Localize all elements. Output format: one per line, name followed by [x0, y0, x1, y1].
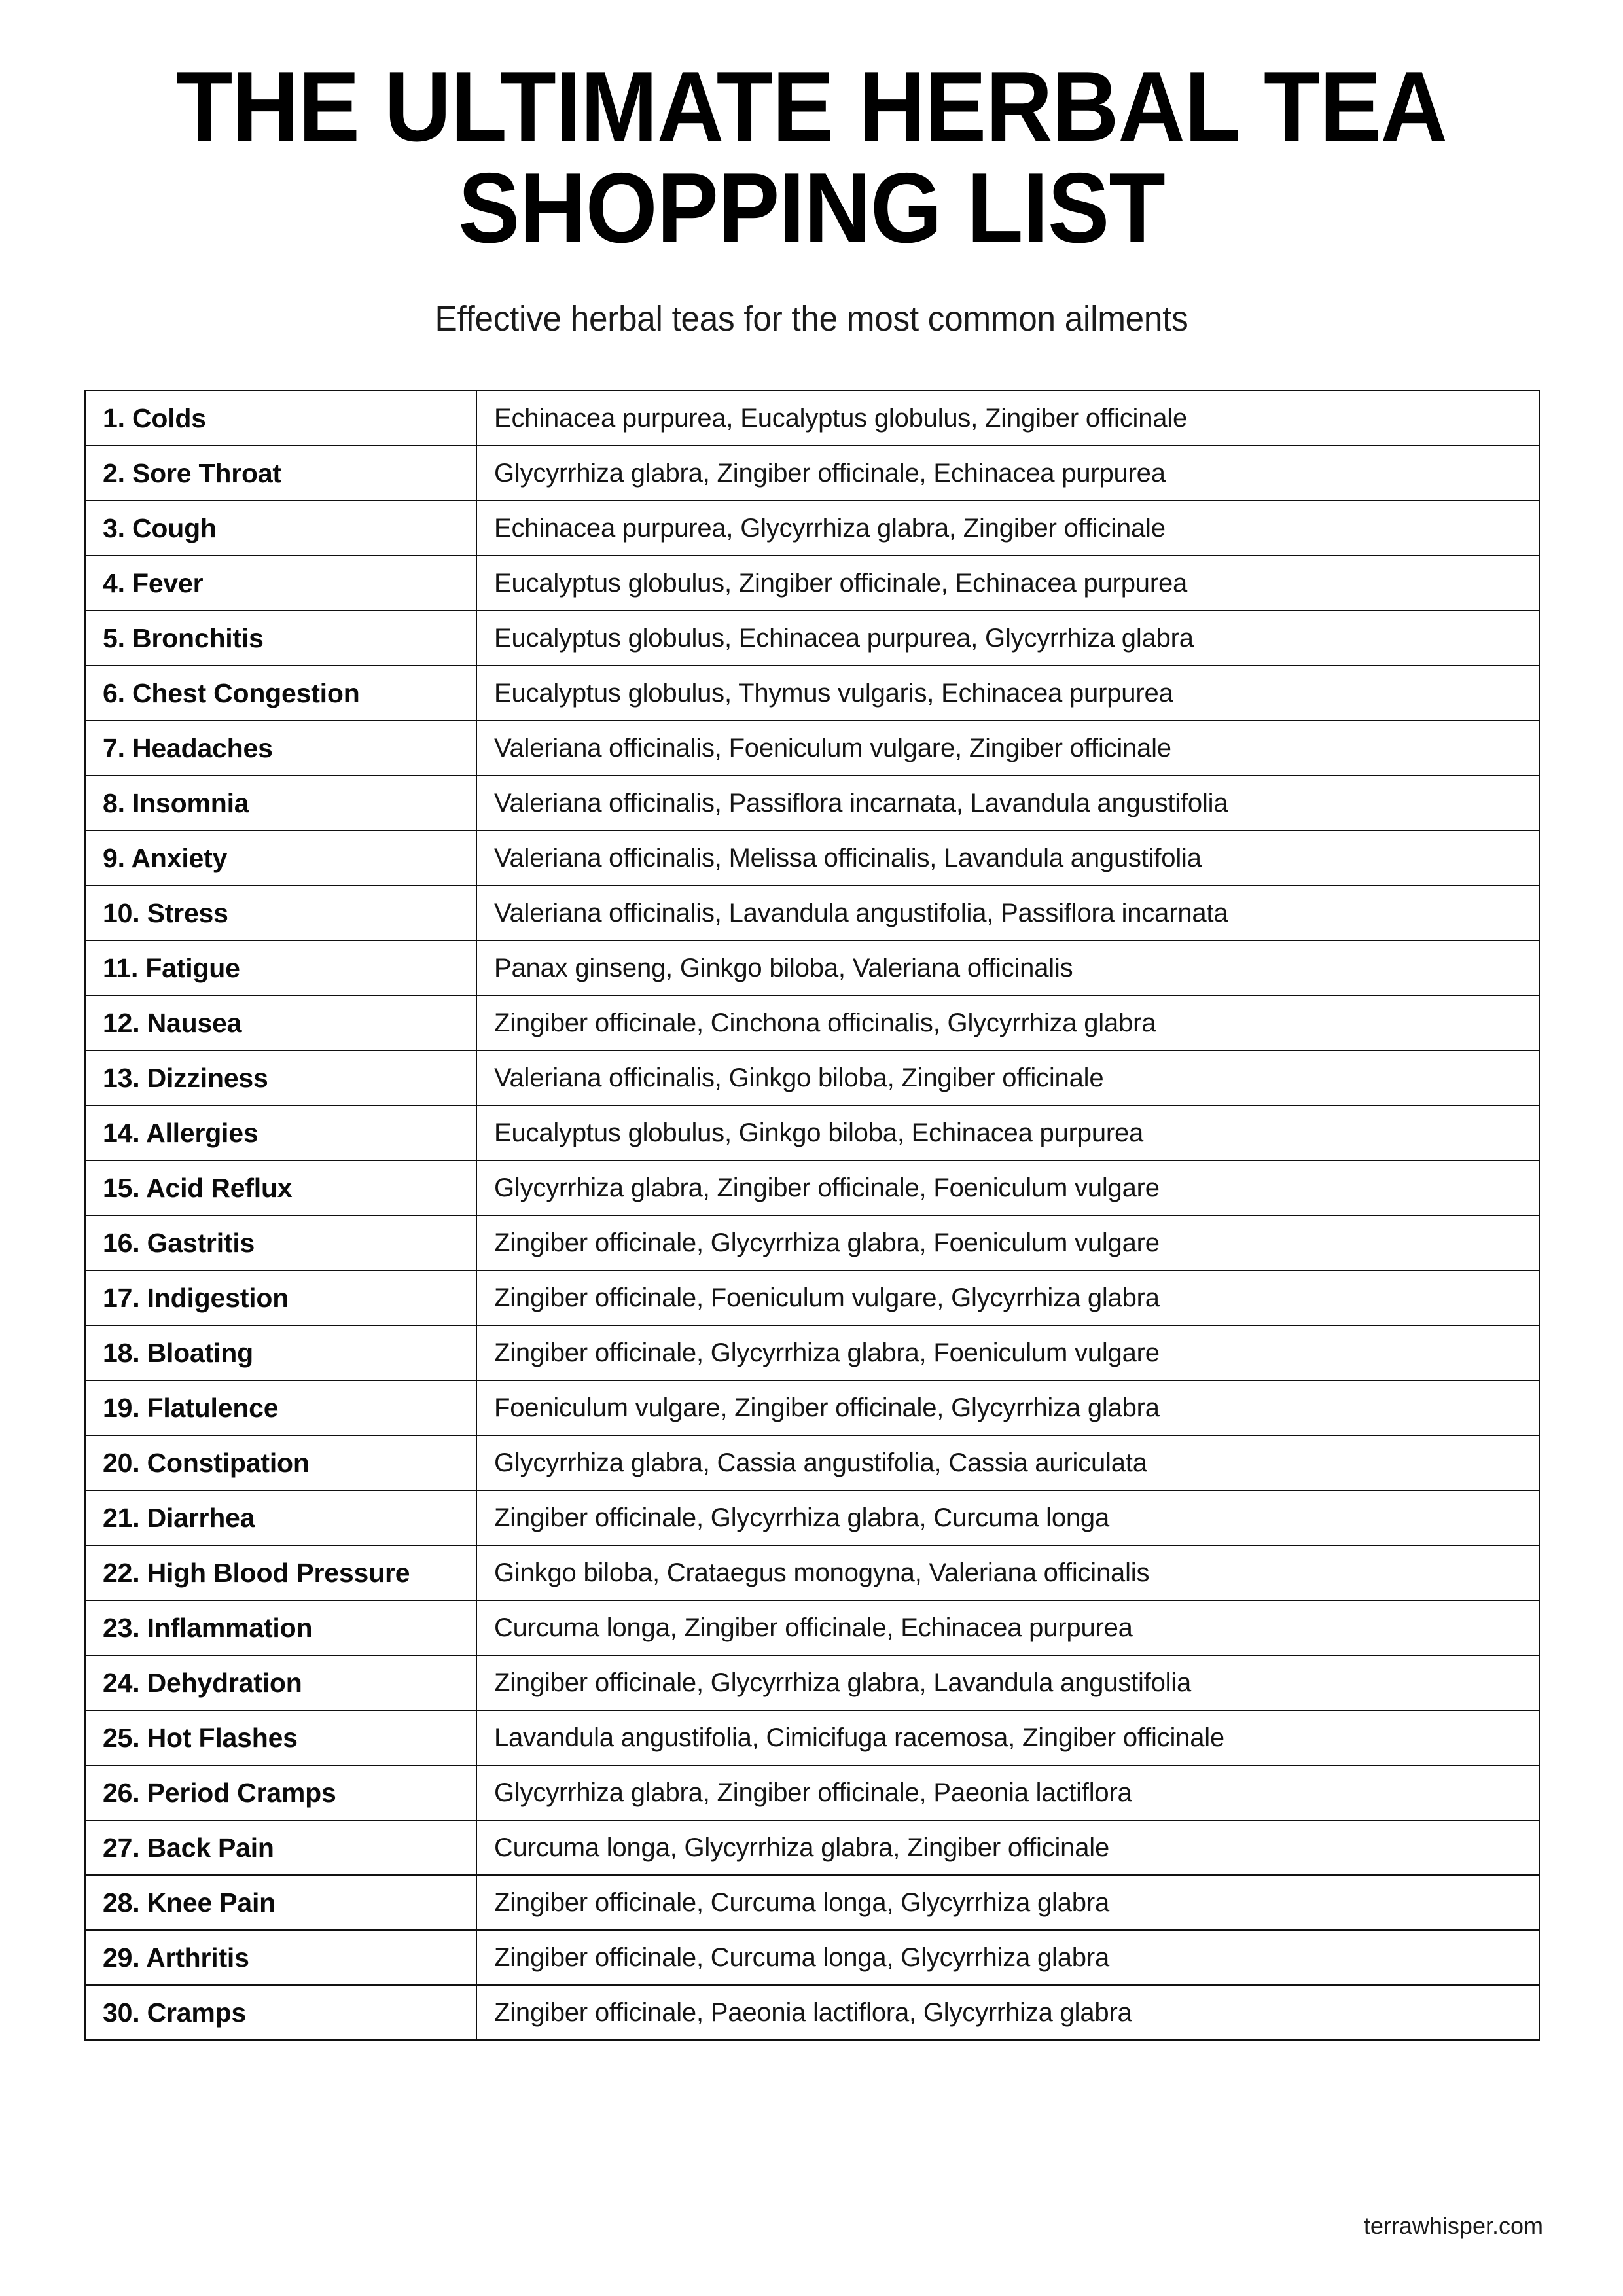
- herbs-cell: Glycyrrhiza glabra, Zingiber officinale, Paeonia lactiflora: [476, 1765, 1539, 1820]
- ailment-cell: 1. Colds: [85, 391, 476, 446]
- ailment-cell: 17. Indigestion: [85, 1270, 476, 1325]
- herbs-cell: Echinacea purpurea, Glycyrrhiza glabra, Zingiber officinale: [476, 501, 1539, 556]
- herbs-cell: Zingiber officinale, Glycyrrhiza glabra, Lavandula angustifolia: [476, 1655, 1539, 1710]
- ailment-cell: 2. Sore Throat: [85, 446, 476, 501]
- ailment-cell: 20. Constipation: [85, 1435, 476, 1490]
- herbs-cell: Valeriana officinalis, Foeniculum vulgare, Zingiber officinale: [476, 721, 1539, 776]
- table-row: [85, 1105, 1539, 1160]
- ailment-cell: 14. Allergies: [85, 1105, 476, 1160]
- herbs-cell: Zingiber officinale, Curcuma longa, Glycyrrhiza glabra: [476, 1930, 1539, 1985]
- herbs-cell: Ginkgo biloba, Crataegus monogyna, Valeriana officinalis: [476, 1545, 1539, 1600]
- ailment-cell: 25. Hot Flashes: [85, 1710, 476, 1765]
- ailment-cell: 21. Diarrhea: [85, 1490, 476, 1545]
- table-row: [85, 1820, 1539, 1875]
- herbs-cell: Valeriana officinalis, Ginkgo biloba, Zingiber officinale: [476, 1050, 1539, 1105]
- table-row: [85, 1380, 1539, 1435]
- table-row: [85, 1325, 1539, 1380]
- table-row: [85, 1435, 1539, 1490]
- ailment-cell: 24. Dehydration: [85, 1655, 476, 1710]
- herbs-cell: Curcuma longa, Glycyrrhiza glabra, Zingiber officinale: [476, 1820, 1539, 1875]
- herbs-cell: Curcuma longa, Zingiber officinale, Echinacea purpurea: [476, 1600, 1539, 1655]
- ailment-cell: 30. Cramps: [85, 1985, 476, 2040]
- herbs-cell: Glycyrrhiza glabra, Zingiber officinale, Foeniculum vulgare: [476, 1160, 1539, 1215]
- ailment-cell: 8. Insomnia: [85, 776, 476, 831]
- ailment-cell: 16. Gastritis: [85, 1215, 476, 1270]
- table-row: [85, 1050, 1539, 1105]
- table-row: [85, 1765, 1539, 1820]
- ailment-cell: 22. High Blood Pressure: [85, 1545, 476, 1600]
- ailment-cell: 11. Fatigue: [85, 941, 476, 996]
- ailment-cell: 7. Headaches: [85, 721, 476, 776]
- page-title: THE ULTIMATE HERBAL TEA SHOPPING LIST: [176, 51, 1447, 264]
- ailment-cell: 6. Chest Congestion: [85, 666, 476, 721]
- table-row: [85, 446, 1539, 501]
- ailment-cell: 5. Bronchitis: [85, 611, 476, 666]
- ailment-cell: 28. Knee Pain: [85, 1875, 476, 1930]
- ailment-cell: 23. Inflammation: [85, 1600, 476, 1655]
- table-row: [85, 666, 1539, 721]
- table-row: [85, 1655, 1539, 1710]
- herbs-cell: Valeriana officinalis, Lavandula angustifolia, Passiflora incarnata: [476, 886, 1539, 941]
- ailment-cell: 12. Nausea: [85, 996, 476, 1050]
- herbs-cell: Zingiber officinale, Cinchona officinalis, Glycyrrhiza glabra: [476, 996, 1539, 1050]
- table-row: [85, 1270, 1539, 1325]
- herbs-cell: Zingiber officinale, Paeonia lactiflora, Glycyrrhiza glabra: [476, 1985, 1539, 2040]
- table-row: [85, 1600, 1539, 1655]
- herbs-cell: Eucalyptus globulus, Echinacea purpurea, Glycyrrhiza glabra: [476, 611, 1539, 666]
- table-row: [85, 831, 1539, 886]
- ailment-cell: 29. Arthritis: [85, 1930, 476, 1985]
- herbs-cell: Panax ginseng, Ginkgo biloba, Valeriana officinalis: [476, 941, 1539, 996]
- table-row: [85, 941, 1539, 996]
- table-row: [85, 721, 1539, 776]
- herbs-cell: Eucalyptus globulus, Ginkgo biloba, Echinacea purpurea: [476, 1105, 1539, 1160]
- ailment-cell: 13. Dizziness: [85, 1050, 476, 1105]
- table-row: [85, 501, 1539, 556]
- table-row: [85, 1985, 1539, 2040]
- table-row: [85, 1710, 1539, 1765]
- herbs-cell: Valeriana officinalis, Passiflora incarnata, Lavandula angustifolia: [476, 776, 1539, 831]
- shopping-list-table-wrapper: [84, 390, 1539, 2041]
- table-row: [85, 391, 1539, 446]
- herbs-cell: Zingiber officinale, Glycyrrhiza glabra, Foeniculum vulgare: [476, 1325, 1539, 1380]
- herbs-cell: Eucalyptus globulus, Thymus vulgaris, Echinacea purpurea: [476, 666, 1539, 721]
- ailment-cell: 4. Fever: [85, 556, 476, 611]
- table-row: [85, 1545, 1539, 1600]
- ailment-cell: 18. Bloating: [85, 1325, 476, 1380]
- herbs-cell: Glycyrrhiza glabra, Zingiber officinale, Echinacea purpurea: [476, 446, 1539, 501]
- ailment-cell: 27. Back Pain: [85, 1820, 476, 1875]
- herbs-cell: Eucalyptus globulus, Zingiber officinale, Echinacea purpurea: [476, 556, 1539, 611]
- site-footer: terrawhisper.com: [1363, 2212, 1543, 2239]
- ailment-cell: 10. Stress: [85, 886, 476, 941]
- herbs-cell: Zingiber officinale, Glycyrrhiza glabra, Curcuma longa: [476, 1490, 1539, 1545]
- herbs-cell: Valeriana officinalis, Melissa officinalis, Lavandula angustifolia: [476, 831, 1539, 886]
- shopping-list-table: [84, 390, 1540, 2041]
- herbs-cell: Glycyrrhiza glabra, Cassia angustifolia, Cassia auriculata: [476, 1435, 1539, 1490]
- page-subtitle: Effective herbal teas for the most common ailments: [435, 299, 1188, 339]
- table-row: [85, 1215, 1539, 1270]
- table-row: [85, 1490, 1539, 1545]
- table-row: [85, 1930, 1539, 1985]
- table-row: [85, 556, 1539, 611]
- herbs-cell: Zingiber officinale, Foeniculum vulgare, Glycyrrhiza glabra: [476, 1270, 1539, 1325]
- table-row: [85, 1875, 1539, 1930]
- table-row: [85, 886, 1539, 941]
- ailment-cell: 3. Cough: [85, 501, 476, 556]
- table-row: [85, 1160, 1539, 1215]
- table-row: [85, 996, 1539, 1050]
- ailment-cell: 15. Acid Reflux: [85, 1160, 476, 1215]
- table-row: [85, 611, 1539, 666]
- ailment-cell: 9. Anxiety: [85, 831, 476, 886]
- ailment-cell: 26. Period Cramps: [85, 1765, 476, 1820]
- herbs-cell: Foeniculum vulgare, Zingiber officinale, Glycyrrhiza glabra: [476, 1380, 1539, 1435]
- ailment-cell: 19. Flatulence: [85, 1380, 476, 1435]
- table-row: [85, 776, 1539, 831]
- herbs-cell: Zingiber officinale, Curcuma longa, Glycyrrhiza glabra: [476, 1875, 1539, 1930]
- herbs-cell: Echinacea purpurea, Eucalyptus globulus, Zingiber officinale: [476, 391, 1539, 446]
- herbs-cell: Zingiber officinale, Glycyrrhiza glabra, Foeniculum vulgare: [476, 1215, 1539, 1270]
- herbs-cell: Lavandula angustifolia, Cimicifuga racemosa, Zingiber officinale: [476, 1710, 1539, 1765]
- poster-header: [0, 0, 1623, 339]
